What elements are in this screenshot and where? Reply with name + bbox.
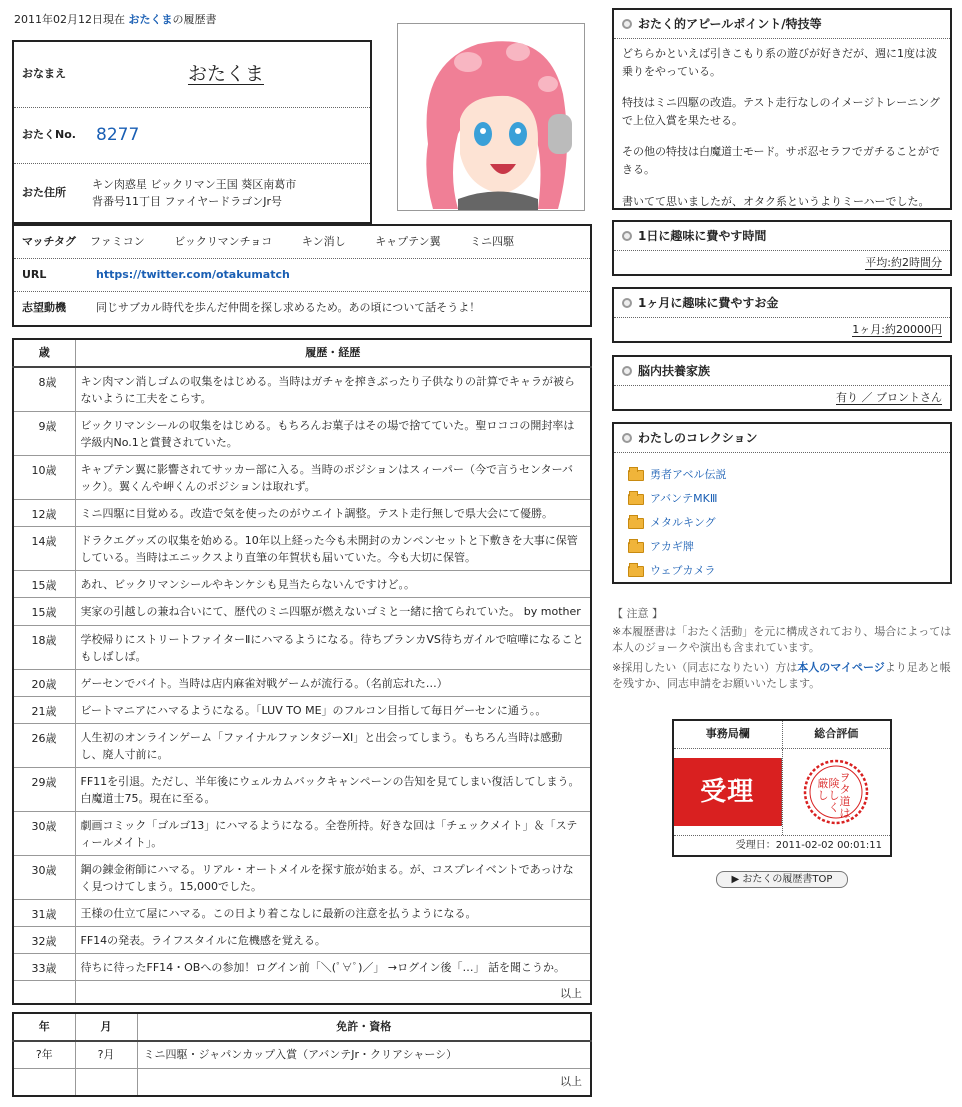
history-age: 15歳	[13, 571, 75, 598]
notes-text: より足あと帳を残すか、同志申請をお願いいたします。	[612, 660, 951, 690]
notes	[612, 606, 952, 696]
history-event: キャプテン翼に影響されてサッカー部に入る。当時のポジションはスィーパー（今で言うセンターバック）。翼くんや岬くんのポジションは取れず。	[75, 456, 591, 500]
tags-box	[12, 224, 592, 327]
twitter-link[interactable]: https://twitter.com/otakumatch	[96, 267, 290, 281]
header-line	[14, 12, 217, 29]
family-panel	[612, 355, 952, 411]
history-age: 21歳	[13, 696, 75, 723]
appeal-header	[614, 10, 950, 39]
office-label: 事務局欄	[674, 721, 783, 748]
history-row	[13, 669, 591, 696]
history-table	[12, 338, 592, 1005]
history-event: 人生初のオンラインゲーム「ファイナルファンタジーXI」と出会ってしまう。もちろん当時は感動し、廃人寸前に。	[75, 723, 591, 767]
history-event: 鋼の錬金術師にハマる。リアル・オートメイルを探す旅が始まる。が、コスプレイベントであっけなく見つけてしまう。15,000でした。	[75, 855, 591, 899]
history-row	[13, 954, 591, 981]
address-line-2: 背番号11丁目 ファイヤードラゴンJr号	[92, 195, 283, 208]
stamp-header	[674, 721, 890, 749]
history-age: 10歳	[13, 456, 75, 500]
notes-paragraph: ※本履歴書は「おたく活動」を元に構成されており、場合によっては本人のジョークや演出も含まれています。	[612, 624, 952, 654]
history-event: ゲーセンでバイト。当時は店内麻雀対戦ゲームが流行る。（名前忘れた…）	[75, 669, 591, 696]
license-year: ?年	[13, 1041, 75, 1069]
history-row	[13, 723, 591, 767]
history-age: 30歳	[13, 811, 75, 855]
history-age: 12歳	[13, 500, 75, 527]
otaku-no-label: おたくNo.	[22, 128, 76, 142]
history-row	[13, 696, 591, 723]
url-row	[14, 259, 590, 292]
evaluation-seal-icon	[801, 757, 871, 827]
collection-item	[628, 463, 940, 487]
history-age: 31歳	[13, 900, 75, 927]
hobby-time-value-wrap	[614, 251, 950, 276]
collection-link[interactable]: アカギ牌	[650, 539, 694, 553]
notes-text: ※採用したい（同志になりたい）方は	[612, 660, 798, 674]
bullet-icon	[622, 298, 632, 308]
name-label: おなまえ	[22, 67, 66, 81]
history-age: 26歳	[13, 723, 75, 767]
history-age: 20歳	[13, 669, 75, 696]
bullet-icon	[622, 231, 632, 241]
svg-text:道: 道	[839, 795, 851, 808]
history-header-row	[13, 339, 591, 367]
svg-text:く: く	[828, 801, 840, 814]
year-column-header: 年	[13, 1013, 75, 1041]
folder-icon	[628, 470, 644, 481]
family-value: 有り ／ ブロントさん	[836, 391, 942, 404]
license-empty-cell	[75, 1069, 137, 1097]
collection-header	[614, 424, 950, 453]
address-row	[14, 164, 370, 222]
history-age: 18歳	[13, 625, 75, 669]
history-age: 15歳	[13, 598, 75, 625]
motive-label: 志望動機	[22, 301, 66, 315]
month-column-header: 月	[75, 1013, 137, 1041]
event-column-header: 履歴・経歴	[75, 339, 591, 367]
collection-item	[628, 535, 940, 559]
history-event: 王様の仕立て屋にハマる。この日より着こなしに最新の注意を払うようになる。	[75, 900, 591, 927]
notes-paragraph	[612, 660, 952, 692]
history-row	[13, 412, 591, 456]
match-tag: キン消し	[301, 234, 346, 248]
history-event: FF14の発表。ライフスタイルに危機感を覚える。	[75, 927, 591, 954]
bullet-icon	[622, 366, 632, 376]
history-event: 学校帰りにストリートファイターⅡにハマるようになる。待ちブランカVS待ちガイルで喧嘩になることもしばしば。	[75, 625, 591, 669]
collection-list	[614, 453, 950, 591]
svg-text:は: は	[839, 807, 851, 820]
license-empty-cell	[13, 1069, 75, 1097]
history-row	[13, 456, 591, 500]
match-tag: ビックリマンチョコ	[174, 234, 273, 248]
svg-text:し: し	[817, 789, 829, 802]
hobby-time-title: 1日に趣味に費やす時間	[638, 229, 767, 243]
history-event: FF11を引退。ただし、半年後にウェルカムバックキャンペーンの告知を見てしまい復活してしまう。白魔道士75。現在に至る。	[75, 767, 591, 811]
history-event: 実家の引越しの兼ね合いにて、歴代のミニ四駆が燃えないゴミと一緒に捨てられていた。 by mother	[75, 598, 591, 625]
match-tags-label: マッチタグ	[22, 234, 77, 248]
appeal-panel	[612, 8, 952, 210]
license-header-row	[13, 1013, 591, 1041]
history-row	[13, 367, 591, 412]
family-header	[614, 357, 950, 386]
collection-item	[628, 559, 940, 583]
history-event: 待ちに待ったFF14・OBへの参加！ログイン前「＼(ﾟ∀ﾟ)／」 →ログイン後「…」 話を聞こうか。	[75, 954, 591, 981]
appeal-title: おたく的アピールポイント/特技等	[638, 17, 822, 31]
avatar	[397, 23, 585, 211]
collection-link[interactable]: メタルキング	[650, 515, 716, 529]
hobby-time-value: 平均:約2時間分	[865, 256, 942, 269]
match-tag: ファミコン	[90, 234, 145, 248]
otaku-resume-top-button[interactable]: ▶ おたくの履歴書TOP	[716, 871, 848, 888]
appeal-paragraph: 書いてて思いましたが、オタク系というよりミーハーでした。	[622, 194, 930, 208]
address-label: おた住所	[22, 185, 66, 199]
stamp-box	[672, 719, 892, 857]
bullet-icon	[622, 19, 632, 29]
appeal-paragraph: その他の特技は白魔道士モード。サポ忍セラフでガチることができる。	[622, 145, 940, 176]
history-body	[13, 367, 591, 1004]
folder-icon	[628, 494, 644, 505]
address-value	[82, 176, 296, 210]
history-event: ドラクエグッズの収集を始める。10年以上経った今も未開封のカンペンセットと下敷きを大事に保管している。当時はエニックスより直筆の年賀状も届いていた。今も大切に保管。	[75, 527, 591, 571]
collection-item	[628, 511, 940, 535]
match-tag: ミニ四駆	[470, 234, 515, 248]
collection-link[interactable]: ウェブカメラ	[650, 563, 716, 577]
history-empty-cell	[13, 981, 75, 1004]
avatar-illustration	[398, 24, 585, 211]
match-tags-list	[90, 234, 540, 251]
svg-text:険: 険	[828, 777, 840, 790]
url-label: URL	[22, 267, 47, 281]
appeal-paragraph: どちらかといえば引きこもり系の遊びが好きだが、週に1度は波乗りをやっている。	[622, 47, 937, 78]
profile-box	[12, 40, 372, 224]
folder-icon	[628, 518, 644, 529]
hobby-money-panel	[612, 287, 952, 343]
history-age: 9歳	[13, 412, 75, 456]
collection-link[interactable]: 勇者アベル伝説	[650, 467, 727, 481]
history-age: 14歳	[13, 527, 75, 571]
hobby-money-header	[614, 289, 950, 318]
history-row	[13, 900, 591, 927]
history-age: 29歳	[13, 767, 75, 811]
history-row	[13, 625, 591, 669]
history-age: 33歳	[13, 954, 75, 981]
history-end-text: 以上	[75, 981, 591, 1004]
collection-link[interactable]: アバンテMKⅢ	[650, 491, 718, 505]
received-date: 受理日：2011-02-02 00:01:11	[674, 835, 890, 857]
match-tag: キャプテン翼	[375, 234, 441, 248]
date-text: 2011年02月12日現在	[14, 13, 125, 26]
history-row	[13, 571, 591, 598]
folder-icon	[628, 566, 644, 577]
match-tags-row	[14, 226, 590, 259]
appeal-paragraph: 特技はミニ四駆の改造。テスト走行なしのイメージトレーニングで上位入賞を果たせる。	[622, 96, 941, 127]
name-row	[14, 42, 370, 108]
history-row	[13, 855, 591, 899]
otaku-no-value: 8277	[96, 124, 140, 145]
svg-text:タ: タ	[839, 783, 851, 796]
license-row	[13, 1041, 591, 1069]
otaku-no-row	[14, 108, 370, 164]
history-end-row	[13, 981, 591, 1004]
history-event: 劇画コミック「ゴルゴ13」にハマるようになる。全巻所持。好きな回は「チェックメイト」＆「スティールメイト」。	[75, 811, 591, 855]
mypage-link[interactable]: 本人のマイページ	[797, 660, 885, 674]
collection-title: わたしのコレクション	[638, 431, 758, 445]
appeal-body	[614, 39, 950, 218]
collection-panel	[612, 422, 952, 584]
motive-row	[14, 292, 590, 325]
license-title: ミニ四駆・ジャパンカップ入賞（アバンテJr・クリアシャーシ）	[137, 1041, 591, 1069]
folder-icon	[628, 542, 644, 553]
bullet-icon	[622, 433, 632, 443]
collection-item	[628, 487, 940, 511]
hobby-money-title: 1ヶ月に趣味に費やすお金	[638, 296, 779, 310]
svg-text:ヲ: ヲ	[839, 771, 851, 784]
svg-text:し: し	[828, 789, 840, 802]
resume-suffix: の履歴書	[172, 13, 217, 26]
license-column-header: 免許・資格	[137, 1013, 591, 1041]
history-age: 30歳	[13, 855, 75, 899]
license-month: ?月	[75, 1041, 137, 1069]
history-age: 8歳	[13, 367, 75, 412]
name-value: おたくま	[187, 63, 264, 86]
motive-text: 同じサブカル時代を歩んだ仲間を探し求めるため。あの頃について話そうよ！	[96, 301, 481, 315]
history-row	[13, 598, 591, 625]
hobby-time-panel	[612, 220, 952, 276]
accepted-stamp: 受理	[674, 758, 782, 826]
svg-text:厳: 厳	[817, 777, 829, 790]
license-table	[12, 1012, 592, 1097]
resume-owner-link[interactable]: おたくま	[128, 13, 173, 26]
history-event: ビートマニアにハマるようになる。「LUV TO ME」のフルコン目指して毎日ゲーセンに通う。。	[75, 696, 591, 723]
hobby-time-header	[614, 222, 950, 251]
history-row	[13, 500, 591, 527]
address-line-1: キン肉惑星 ビックリマン王国 葵区南葛市	[92, 177, 297, 191]
history-row	[13, 811, 591, 855]
hobby-money-value-wrap	[614, 318, 950, 343]
history-event: あれ、ビックリマンシールやキンケシも見当たらないんですけど。。	[75, 571, 591, 598]
family-value-wrap	[614, 386, 950, 411]
history-event: ミニ四駆に目覚める。改造で気を使ったのがウエイト調整。テスト走行無しで県大会にて優勝。	[75, 500, 591, 527]
age-column-header: 歳	[13, 339, 75, 367]
history-event: ビックリマンシールの収集をはじめる。もちろんお菓子はその場で捨てていた。聖ロココの開封率は学級内No.1と賞賛されていた。	[75, 412, 591, 456]
history-row	[13, 527, 591, 571]
history-event: キン肉マン消しゴムの収集をはじめる。当時はガチャを搾きぶったり子供なりの計算でキャラが被らないように工夫をこらす。	[75, 367, 591, 412]
history-age: 32歳	[13, 927, 75, 954]
license-end-text: 以上	[137, 1069, 591, 1097]
notes-heading: 【 注意 】	[612, 607, 663, 620]
evaluation-cell	[783, 749, 891, 835]
family-title: 脳内扶養家族	[638, 364, 711, 378]
history-row	[13, 927, 591, 954]
stamp-body	[674, 749, 890, 835]
license-end-row	[13, 1069, 591, 1097]
office-cell	[674, 749, 783, 835]
history-row	[13, 767, 591, 811]
hobby-money-value: 1ヶ月:約20000円	[852, 323, 942, 336]
evaluation-label: 総合評価	[814, 727, 859, 740]
